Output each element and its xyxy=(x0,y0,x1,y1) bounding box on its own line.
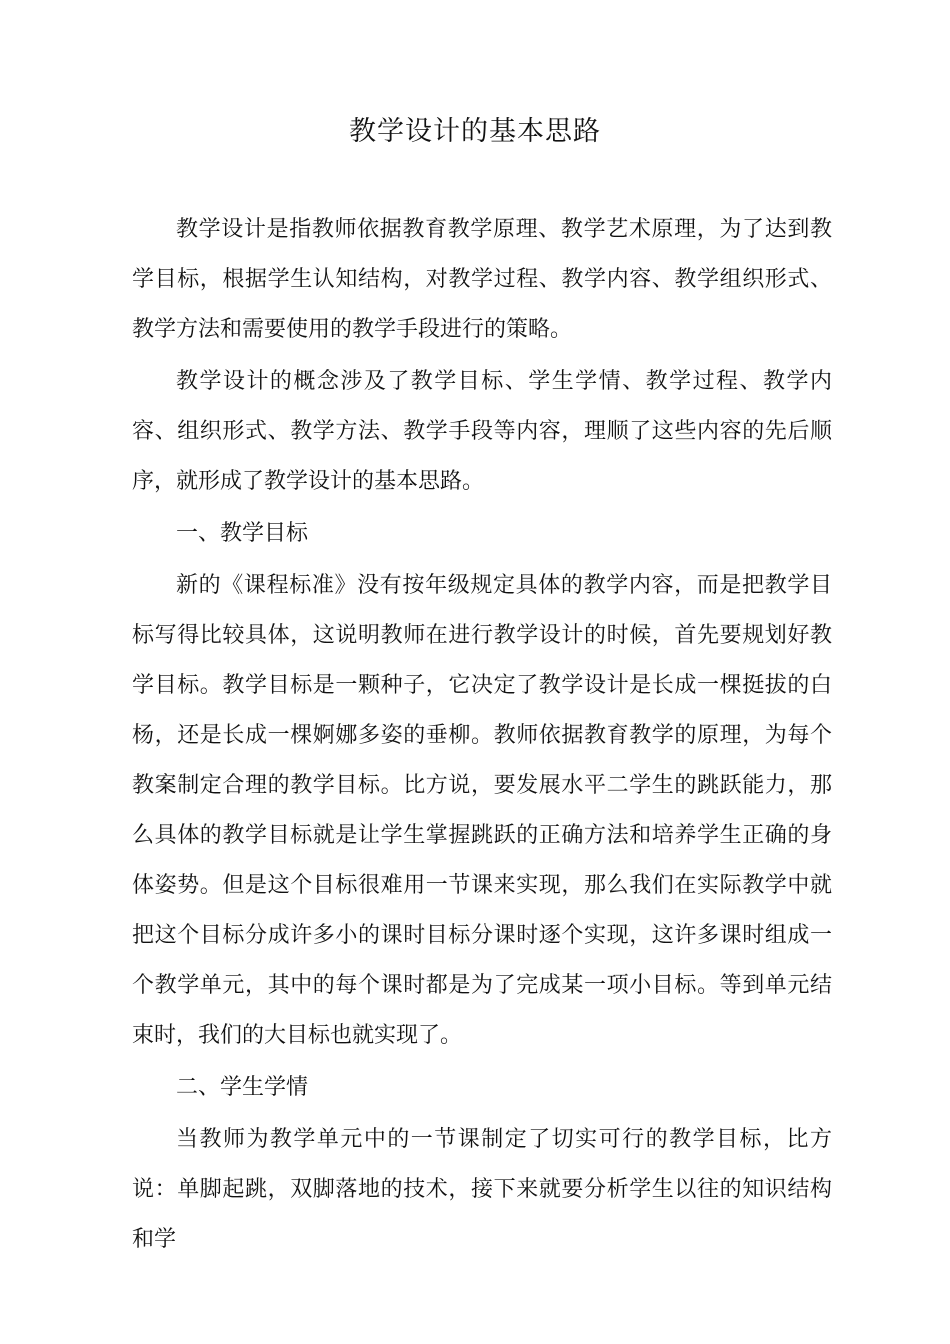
section-heading-teaching-goals: 一、教学目标 xyxy=(176,521,309,546)
section-heading-student-situation: 二、学生学情 xyxy=(176,1075,309,1100)
document-title: 教学设计的基本思路 xyxy=(349,116,601,147)
section-paragraph-student-situation: 当教师为教学单元中的一节课制定了切实可行的教学目标，比方说：单脚起跳，双脚落地的技术，接下来就要分析学生以往的知识结构和学 xyxy=(132,1127,832,1252)
document-body xyxy=(132,205,832,1267)
intro-paragraph-1: 教学设计是指教师依据教育教学原理、教学艺术原理，为了达到教学目标，根据学生认知结构，对教学过程、教学内容、教学组织形式、教学方法和需要使用的教学手段进行的策略。 xyxy=(132,217,832,342)
intro-paragraph-2: 教学设计的概念涉及了教学目标、学生学情、教学过程、教学内容、组织形式、教学方法、教学手段等内容，理顺了这些内容的先后顺序，就形成了教学设计的基本思路。 xyxy=(132,369,832,494)
section-paragraph-teaching-goals: 新的《课程标准》没有按年级规定具体的教学内容，而是把教学目标写得比较具体，这说明教师在进行教学设计的时候，首先要规划好教学目标。教学目标是一颗种子，它决定了教学设计是长成一棵挺拔的白杨，还是长成一棵婀娜多姿的垂柳。教师依据教育教学的原理，为每个教案制定合理的教学目标。比方说，要发展水平二学生的跳跃能力，那么具体的教学目标就是让学生掌握跳跃的正确方法和培养学生正确的身体姿势。但是这个目标很难用一节课来实现，那么我们在实际教学中就把这个目标分成许多小的课时目标分课时逐个实现，这许多课时组成一个教学单元，其中的每个课时都是为了完成某一项小目标。等到单元结束时，我们的大目标也就实现了。 xyxy=(132,573,832,1048)
